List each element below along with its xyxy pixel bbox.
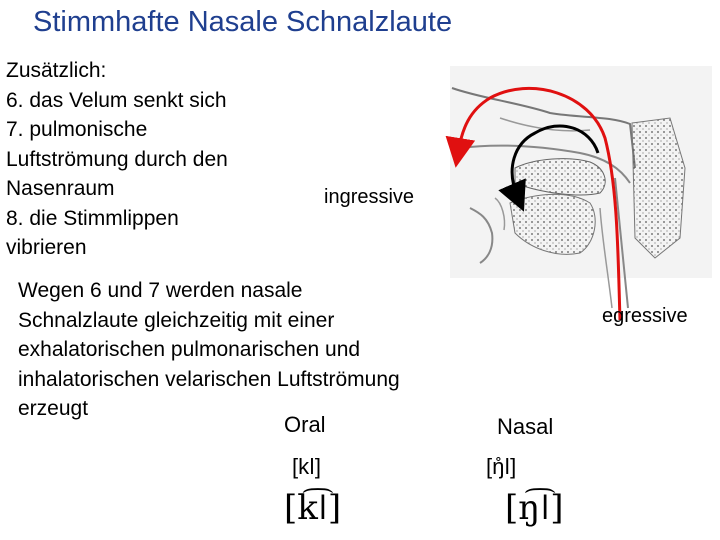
- intro-line: Nasenraum: [6, 177, 115, 200]
- egressive-label: egressive: [602, 305, 688, 327]
- intro-line: Zusätzlich:: [6, 59, 107, 82]
- intro-text: [6, 56, 228, 263]
- explanation-line: Schnalzlaute gleichzeitig mit einer: [18, 308, 335, 332]
- ingressive-label: ingressive: [324, 186, 415, 208]
- explanation-text: [18, 276, 400, 424]
- intro-line: Luftströmung durch den: [6, 147, 228, 171]
- oral-column-header: Oral: [284, 412, 326, 437]
- vocal-tract-diagram: [440, 58, 715, 320]
- intro-line: 7. pulmonische: [6, 118, 148, 141]
- nasal-ipa-transcription: [ŋ̊ǀ]: [486, 454, 517, 479]
- slide-title: Stimmhafte Nasale Schnalzlaute: [33, 6, 453, 38]
- intro-line: vibrieren: [6, 236, 87, 259]
- intro-line: 6. das Velum senkt sich: [6, 88, 227, 112]
- explanation-line: erzeugt: [18, 397, 89, 420]
- explanation-line: Wegen 6 und 7 werden nasale: [18, 279, 303, 302]
- nasal-symbol: [ŋ͡ǀ]: [505, 488, 564, 528]
- intro-line: 8. die Stimmlippen: [6, 206, 179, 230]
- oral-symbol: [k͡ǀ]: [284, 488, 342, 528]
- oral-ipa-transcription: [kǀ]: [292, 454, 321, 479]
- explanation-line: inhalatorischen velarischen Luftströmung: [18, 367, 400, 391]
- nasal-column-header: Nasal: [497, 414, 554, 439]
- explanation-line: exhalatorischen pulmonarischen und: [18, 338, 361, 361]
